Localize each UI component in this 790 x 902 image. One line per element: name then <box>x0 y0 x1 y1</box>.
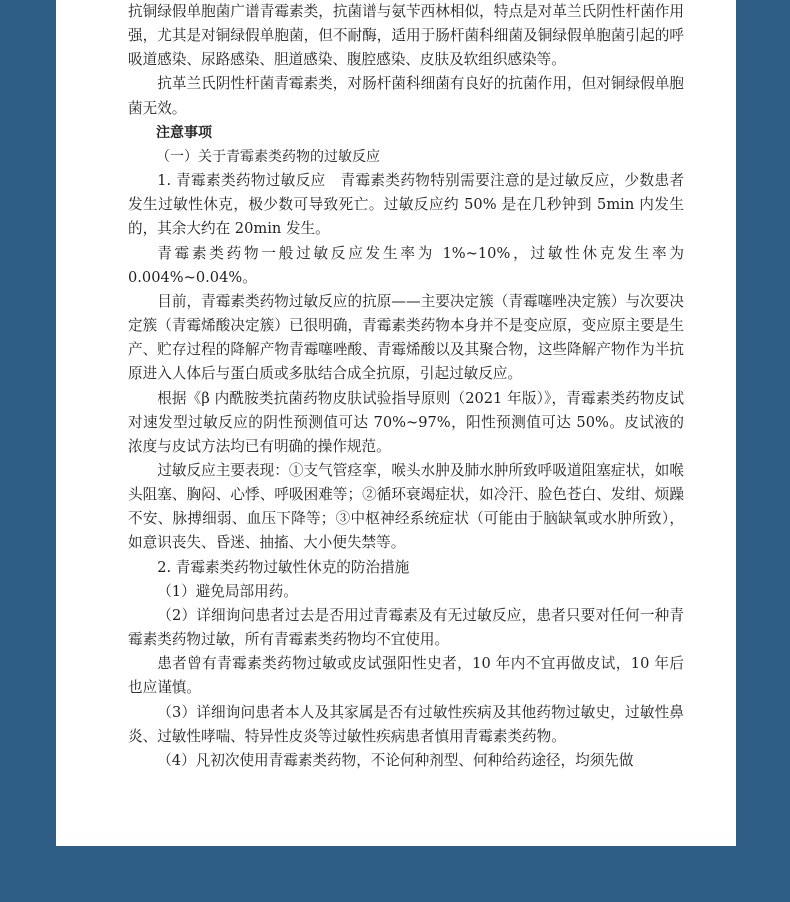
paragraph: 过敏反应主要表现：①支气管痉挛，喉头水肿及肺水肿所致呼吸道阻塞症状，如喉头阻塞、胸闷、心悸、呼吸困难等；②循环衰竭症状，如冷汗、脸色苍白、发绀、烦躁不安、脉搏细弱、血压下降等；③中枢神经系统症状（可能由于脑缺氧或水肿所致），如意识丧失、昏迷、抽搐、大小便失禁等。 <box>128 461 684 552</box>
paragraph: 2. 青霉素类药物过敏性休克的防治措施 <box>157 558 410 576</box>
section-heading: 注意事项 <box>156 124 212 141</box>
paragraph: 抗铜绿假单胞菌广谱青霉素类，抗菌谱与氨苄西林相似，特点是对革兰氏阴性杆菌作用强，尤其是对铜绿假单胞菌，但不耐酶，适用于肠杆菌科细菌及铜绿假单胞菌引起的呼吸道感染、尿路感染、胆道感染、腹腔感染、皮肤及软组织感染等。 <box>128 3 684 69</box>
paragraph: （1）避免局部用药。 <box>157 582 298 600</box>
paragraph: 患者曾有青霉素类药物过敏或皮试强阳性史者，10 年内不宜再做皮试，10 年后也应谨慎。 <box>128 655 684 697</box>
document-body <box>128 0 684 773</box>
paragraph: 青霉素类药物一般过敏反应发生率为 1%~10%，过敏性休克发生率为 0.004%~0.04%。 <box>128 244 684 286</box>
subsection-heading: （一）关于青霉素类药物的过敏反应 <box>156 148 380 165</box>
paragraph: 根据《β 内酰胺类抗菌药物皮肤试验指导原则（2021 年版）》，青霉素类药物皮试对速发型过敏反应的阴性预测值可达 70%~97%，阳性预测值可达 50%。皮试液的浓度与皮试方法均已有明确的操作规范。 <box>128 389 684 455</box>
paragraph: 目前，青霉素类药物过敏反应的抗原——主要决定簇（青霉噻唑决定簇）与次要决定簇（青霉烯酸决定簇）已很明确，青霉素类药物本身并不是变应原，变应原主要是生产、贮存过程的降解产物青霉噻唑酸、青霉烯酸以及其聚合物，这些降解产物作为半抗原进入人体后与蛋白质或多肽结合成全抗原，引起过敏反应。 <box>128 292 684 383</box>
document-page <box>56 0 736 846</box>
paragraph: （3）详细询问患者本人及其家属是否有过敏性疾病及其他药物过敏史，过敏性鼻炎、过敏性哮喘、特异性皮炎等过敏性疾病患者慎用青霉素类药物。 <box>128 703 684 745</box>
paragraph: 1. 青霉素类药物过敏反应 青霉素类药物特别需要注意的是过敏反应，少数患者发生过敏性休克，极少数可导致死亡。过敏反应约 50% 是在几秒钟到 5min 内发生的，其余大约在 20min 发生。 <box>128 172 684 238</box>
paragraph: （4）凡初次使用青霉素类药物，不论何种剂型、何种给药途径，均须先做 <box>157 751 634 769</box>
paragraph: 抗革兰氏阴性杆菌青霉素类，对肠杆菌科细菌有良好的抗菌作用，但对铜绿假单胞菌无效。 <box>128 75 684 117</box>
paragraph: （2）详细询问患者过去是否用过青霉素及有无过敏反应，患者只要对任何一种青霉素类药物过敏，所有青霉素类药物均不宜使用。 <box>128 606 684 649</box>
